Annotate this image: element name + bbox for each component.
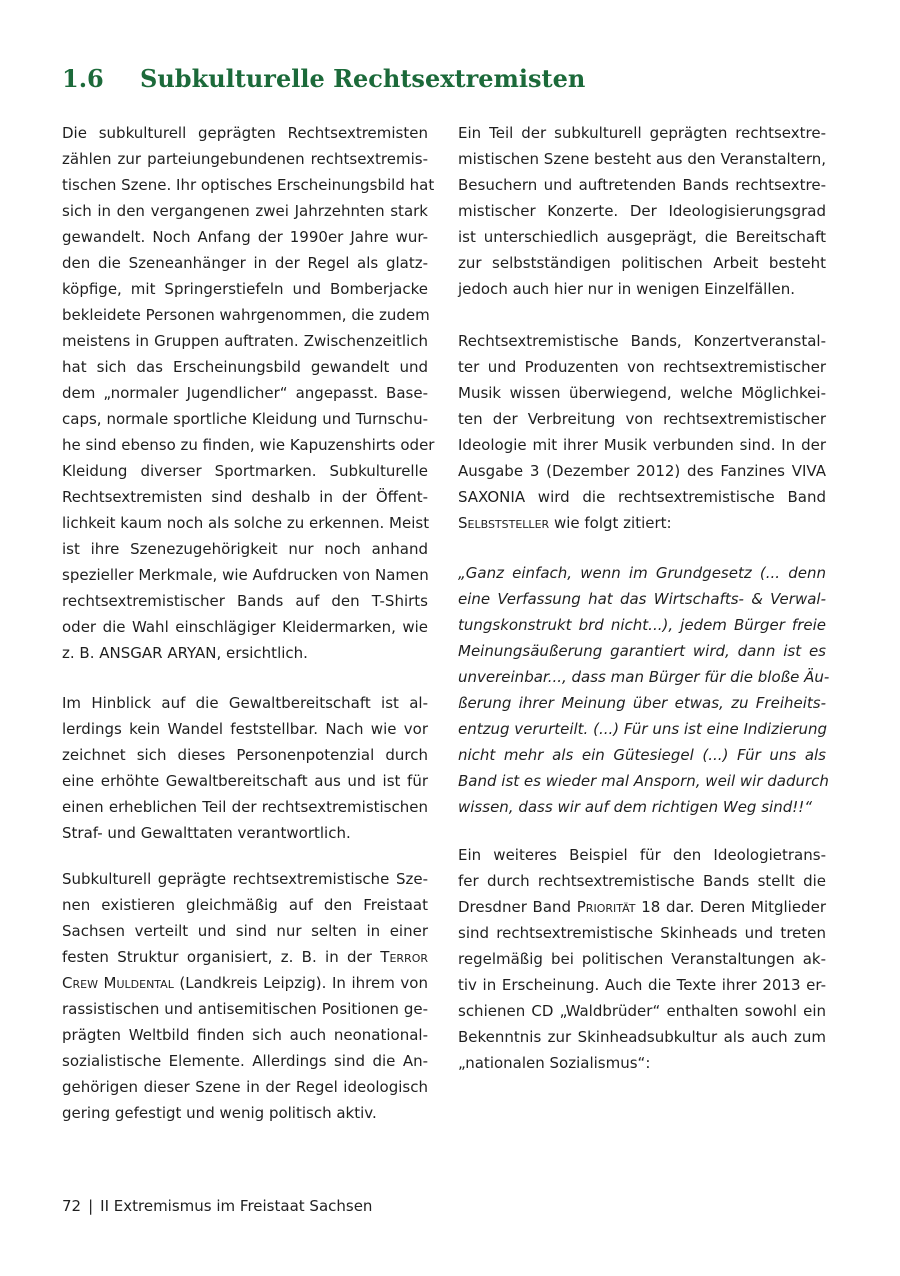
text-line: fer durch rechtsextremistische Bands stellt die bbox=[458, 872, 826, 890]
quote-line: nicht mehr als ein Gütesiegel (...) Für uns als bbox=[458, 746, 826, 764]
text-line: rechtsextremistischer Bands auf den T-Shirts bbox=[62, 592, 428, 610]
quote-line: eine Verfassung hat das Wirtschafts- & Verwal- bbox=[458, 590, 826, 608]
text-line: gehörigen dieser Szene in der Regel ideologisch bbox=[62, 1078, 428, 1096]
footer-section-title: II Extremismus im Freistaat Sachsen bbox=[100, 1197, 373, 1215]
text-line: nen existieren gleichmäßig auf den Freistaat bbox=[62, 896, 428, 914]
quote-line: tungskonstrukt brd nicht...), jedem Bürger freie bbox=[458, 616, 826, 634]
text-line: sind rechtsextremistische Skinheads und treten bbox=[458, 924, 826, 942]
section-number: 1.6 bbox=[62, 64, 104, 93]
text-line: spezieller Merkmale, wie Aufdrucken von Namen bbox=[62, 566, 429, 584]
text-line: Straf- und Gewalttaten verantwortlich. bbox=[62, 824, 351, 842]
section-title: Subkulturelle Rechtsextremisten bbox=[140, 64, 586, 93]
text-line: ist unterschiedlich ausgeprägt, die Bereitschaft bbox=[458, 228, 826, 246]
text-line: köpfige, mit Springerstiefeln und Bomberjacke bbox=[62, 280, 428, 298]
text-line: Besuchern und auftretenden Bands rechtsextre- bbox=[458, 176, 826, 194]
text-line: oder die Wahl einschlägiger Kleidermarken, wie bbox=[62, 618, 428, 636]
text-line: Bekenntnis zur Skinheadsubkultur als auch zum bbox=[458, 1028, 826, 1046]
inline-text: 18 dar. Deren Mitglieder bbox=[635, 898, 826, 916]
text-line: zeichnet sich dieses Personenpotenzial durch bbox=[62, 746, 428, 764]
text-line: hat sich das Erscheinungsbild gewandelt und bbox=[62, 358, 428, 376]
text-line: Ein Teil der subkulturell geprägten rechtsextre- bbox=[458, 124, 826, 142]
quote-line: „Ganz einfach, wenn im Grundgesetz (... denn bbox=[458, 564, 826, 582]
text-line: meistens in Gruppen auftraten. Zwischenzeitlich bbox=[62, 332, 428, 350]
text-line: SAXONIA wird die rechtsextremistische Band bbox=[458, 488, 826, 506]
quote-line: ßerung ihrer Meinung über etwas, zu Freiheits- bbox=[458, 694, 826, 712]
group-name: Terror bbox=[380, 948, 428, 966]
text-line: mistischer Konzerte. Der Ideologisierungsgrad bbox=[458, 202, 826, 220]
text-line bbox=[62, 970, 428, 996]
inline-text: (Landkreis Leipzig). In ihrem von bbox=[173, 974, 428, 992]
text-line: prägten Weltbild finden sich auch neonational- bbox=[62, 1026, 428, 1044]
text-line: Ausgabe 3 (Dezember 2012) des Fanzines VIVA bbox=[458, 462, 826, 480]
text-line: zur selbstständigen politischen Arbeit besteht bbox=[458, 254, 826, 272]
text-line: schienen CD „Waldbrüder“ enthalten sowohl ein bbox=[458, 1002, 826, 1020]
quote-line: wissen, dass wir auf dem richtigen Weg sind!!“ bbox=[458, 798, 813, 816]
text-line: bekleidete Personen wahrgenommen, die zudem bbox=[62, 306, 430, 324]
text-line: he sind ebenso zu finden, wie Kapuzenshirts oder bbox=[62, 436, 435, 454]
band-name: Priorität bbox=[576, 898, 636, 916]
text-line: Ideologie mit ihrer Musik verbunden sind. In der bbox=[458, 436, 826, 454]
text-line: caps, normale sportliche Kleidung und Turnschu- bbox=[62, 410, 428, 428]
band-name: Selbststeller bbox=[458, 514, 550, 532]
text-line: lichkeit kaum noch als solche zu erkennen. Meist bbox=[62, 514, 430, 532]
text-line: eine erhöhte Gewaltbereitschaft aus und ist für bbox=[62, 772, 428, 790]
text-line: den die Szeneanhänger in der Regel als glatz- bbox=[62, 254, 428, 272]
text-line: z. B. ANSGAR ARYAN, ersichtlich. bbox=[62, 644, 308, 662]
text-line: Rechtsextremisten sind deshalb in der Öffent- bbox=[62, 488, 428, 506]
text-line: einen erheblichen Teil der rechtsextremistischen bbox=[62, 798, 428, 816]
text-line: tiv in Erscheinung. Auch die Texte ihrer 2013 er- bbox=[458, 976, 826, 994]
quote-line: Band ist es wieder mal Ansporn, weil wir dadurch bbox=[458, 772, 829, 790]
text-line: ten der Verbreitung von rechtsextremistischer bbox=[458, 410, 826, 428]
text-line: Die subkulturell geprägten Rechtsextremisten bbox=[62, 124, 428, 142]
inline-text: wie folgt zitiert: bbox=[549, 514, 672, 532]
section-heading bbox=[62, 64, 842, 104]
text-line bbox=[62, 944, 428, 970]
text-line: dem „normaler Jugendlicher“ angepasst. Base- bbox=[62, 384, 428, 402]
inline-text: festen Struktur organisiert, z. B. in der bbox=[62, 948, 381, 966]
text-line: Rechtsextremistische Bands, Konzertveranstal- bbox=[458, 332, 826, 350]
text-line: sozialistische Elemente. Allerdings sind die An- bbox=[62, 1052, 428, 1070]
text-line: jedoch auch hier nur in wenigen Einzelfällen. bbox=[458, 280, 795, 298]
quote-line: entzug verurteilt. (...) Für uns ist eine Indizierung bbox=[458, 720, 828, 738]
page-number: 72 bbox=[62, 1197, 82, 1215]
footer-separator: | bbox=[88, 1197, 94, 1215]
group-name: Crew Muldental bbox=[62, 974, 174, 992]
text-line: mistischen Szene besteht aus den Veranstaltern, bbox=[458, 150, 826, 168]
page-footer bbox=[62, 1195, 372, 1217]
inline-text: Dresdner Band bbox=[458, 898, 577, 916]
text-line: gering gefestigt und wenig politisch aktiv. bbox=[62, 1104, 377, 1122]
text-line: „nationalen Sozialismus“: bbox=[458, 1054, 651, 1072]
text-line: Im Hinblick auf die Gewaltbereitschaft ist al- bbox=[62, 694, 428, 712]
text-line: regelmäßig bei politischen Veranstaltungen ak- bbox=[458, 950, 826, 968]
text-line: Kleidung diverser Sportmarken. Subkulturelle bbox=[62, 462, 428, 480]
text-line: gewandelt. Noch Anfang der 1990er Jahre wur- bbox=[62, 228, 428, 246]
text-line: Ein weiteres Beispiel für den Ideologietrans- bbox=[458, 846, 826, 864]
text-line: tischen Szene. Ihr optisches Erscheinungsbild hat bbox=[62, 176, 435, 194]
text-line: zählen zur parteiungebundenen rechtsextremis- bbox=[62, 150, 428, 168]
quote-line: Meinungsäußerung garantiert wird, dann ist es bbox=[458, 642, 826, 660]
text-line: rassistischen und antisemitischen Positionen ge- bbox=[62, 1000, 428, 1018]
text-line bbox=[458, 510, 826, 536]
text-line: sich in den vergangenen zwei Jahrzehnten stark bbox=[62, 202, 428, 220]
text-line: lerdings kein Wandel feststellbar. Nach wie vor bbox=[62, 720, 428, 738]
text-line bbox=[458, 894, 826, 920]
text-line: ter und Produzenten von rechtsextremistischer bbox=[458, 358, 826, 376]
quote-line: unvereinbar..., dass man Bürger für die bloße Äu- bbox=[458, 668, 830, 686]
text-line: Subkulturell geprägte rechtsextremistische Sze- bbox=[62, 870, 428, 888]
text-line: ist ihre Szenezugehörigkeit nur noch anhand bbox=[62, 540, 428, 558]
text-line: Sachsen verteilt und sind nur selten in einer bbox=[62, 922, 428, 940]
text-line: Musik wissen überwiegend, welche Möglichkei- bbox=[458, 384, 826, 402]
